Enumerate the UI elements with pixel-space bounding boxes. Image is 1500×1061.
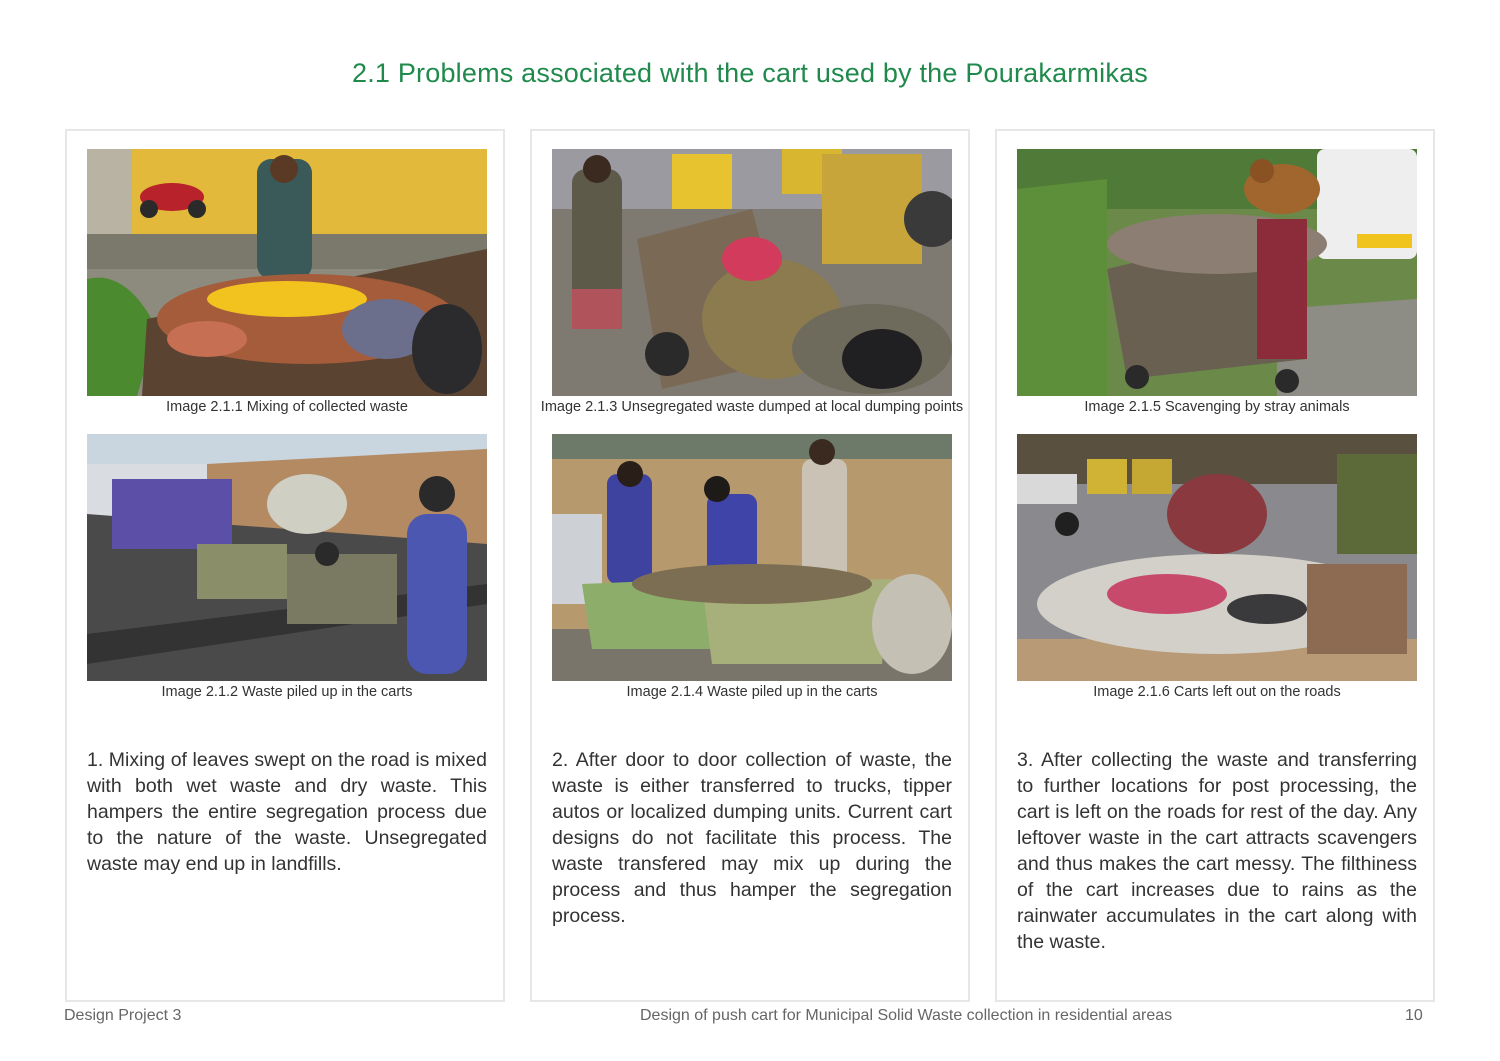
photo-mixing-of-collected-waste (87, 149, 487, 396)
page-number: 10 (1405, 1007, 1423, 1024)
problem-card-3 (995, 129, 1435, 1002)
problem-card-1 (65, 129, 505, 1002)
photo-caption: Image 2.1.2 Waste piled up in the carts (161, 684, 413, 700)
photo-carts-left-on-roads (1017, 434, 1417, 681)
photo-caption: Image 2.1.4 Waste piled up in the carts (626, 684, 878, 700)
footer-document-title: Design of push cart for Municipal Solid Waste collection in residential areas (640, 1007, 1173, 1024)
photo-caption: Image 2.1.3 Unsegregated waste dumped at local dumping points (540, 399, 964, 415)
problem-description: 3. After collecting the waste and transferring to further locations for post processing, the cart is left on the roads for rest of the day. Any leftover waste in the cart attracts scavengers and thus makes the cart messy. The filthiness of the cart increases due to rains as the rainwater accumulates in the cart along with the waste. (1017, 749, 1417, 953)
problem-card-2 (530, 129, 970, 1002)
photo-scavenging-stray-animals (1017, 149, 1417, 396)
footer-project-name: Design Project 3 (64, 1007, 182, 1024)
page-title: 2.1 Problems associated with the cart used by the Pourakarmikas (352, 58, 1148, 88)
photo-unsegregated-waste-dumped (552, 149, 952, 396)
photo-caption: Image 2.1.1 Mixing of collected waste (166, 399, 408, 415)
photo-waste-piled-in-carts (552, 434, 952, 681)
photo-waste-piled-in-carts (87, 434, 487, 681)
photo-caption: Image 2.1.5 Scavenging by stray animals (1084, 399, 1350, 415)
problem-description: 2. After door to door collection of waste, the waste is either transferred to trucks, tipper autos or localized dumping units. Current cart designs do not facilitate this process. The waste transfered may mix up during the process and thus hamper the segregation process. (552, 749, 952, 927)
problem-description: 1. Mixing of leaves swept on the road is mixed with both wet waste and dry waste. This hampers the entire segregation process due to the nature of the waste. Unsegregated waste may end up in landfills. (87, 749, 487, 875)
photo-caption: Image 2.1.6 Carts left out on the roads (1093, 684, 1341, 700)
